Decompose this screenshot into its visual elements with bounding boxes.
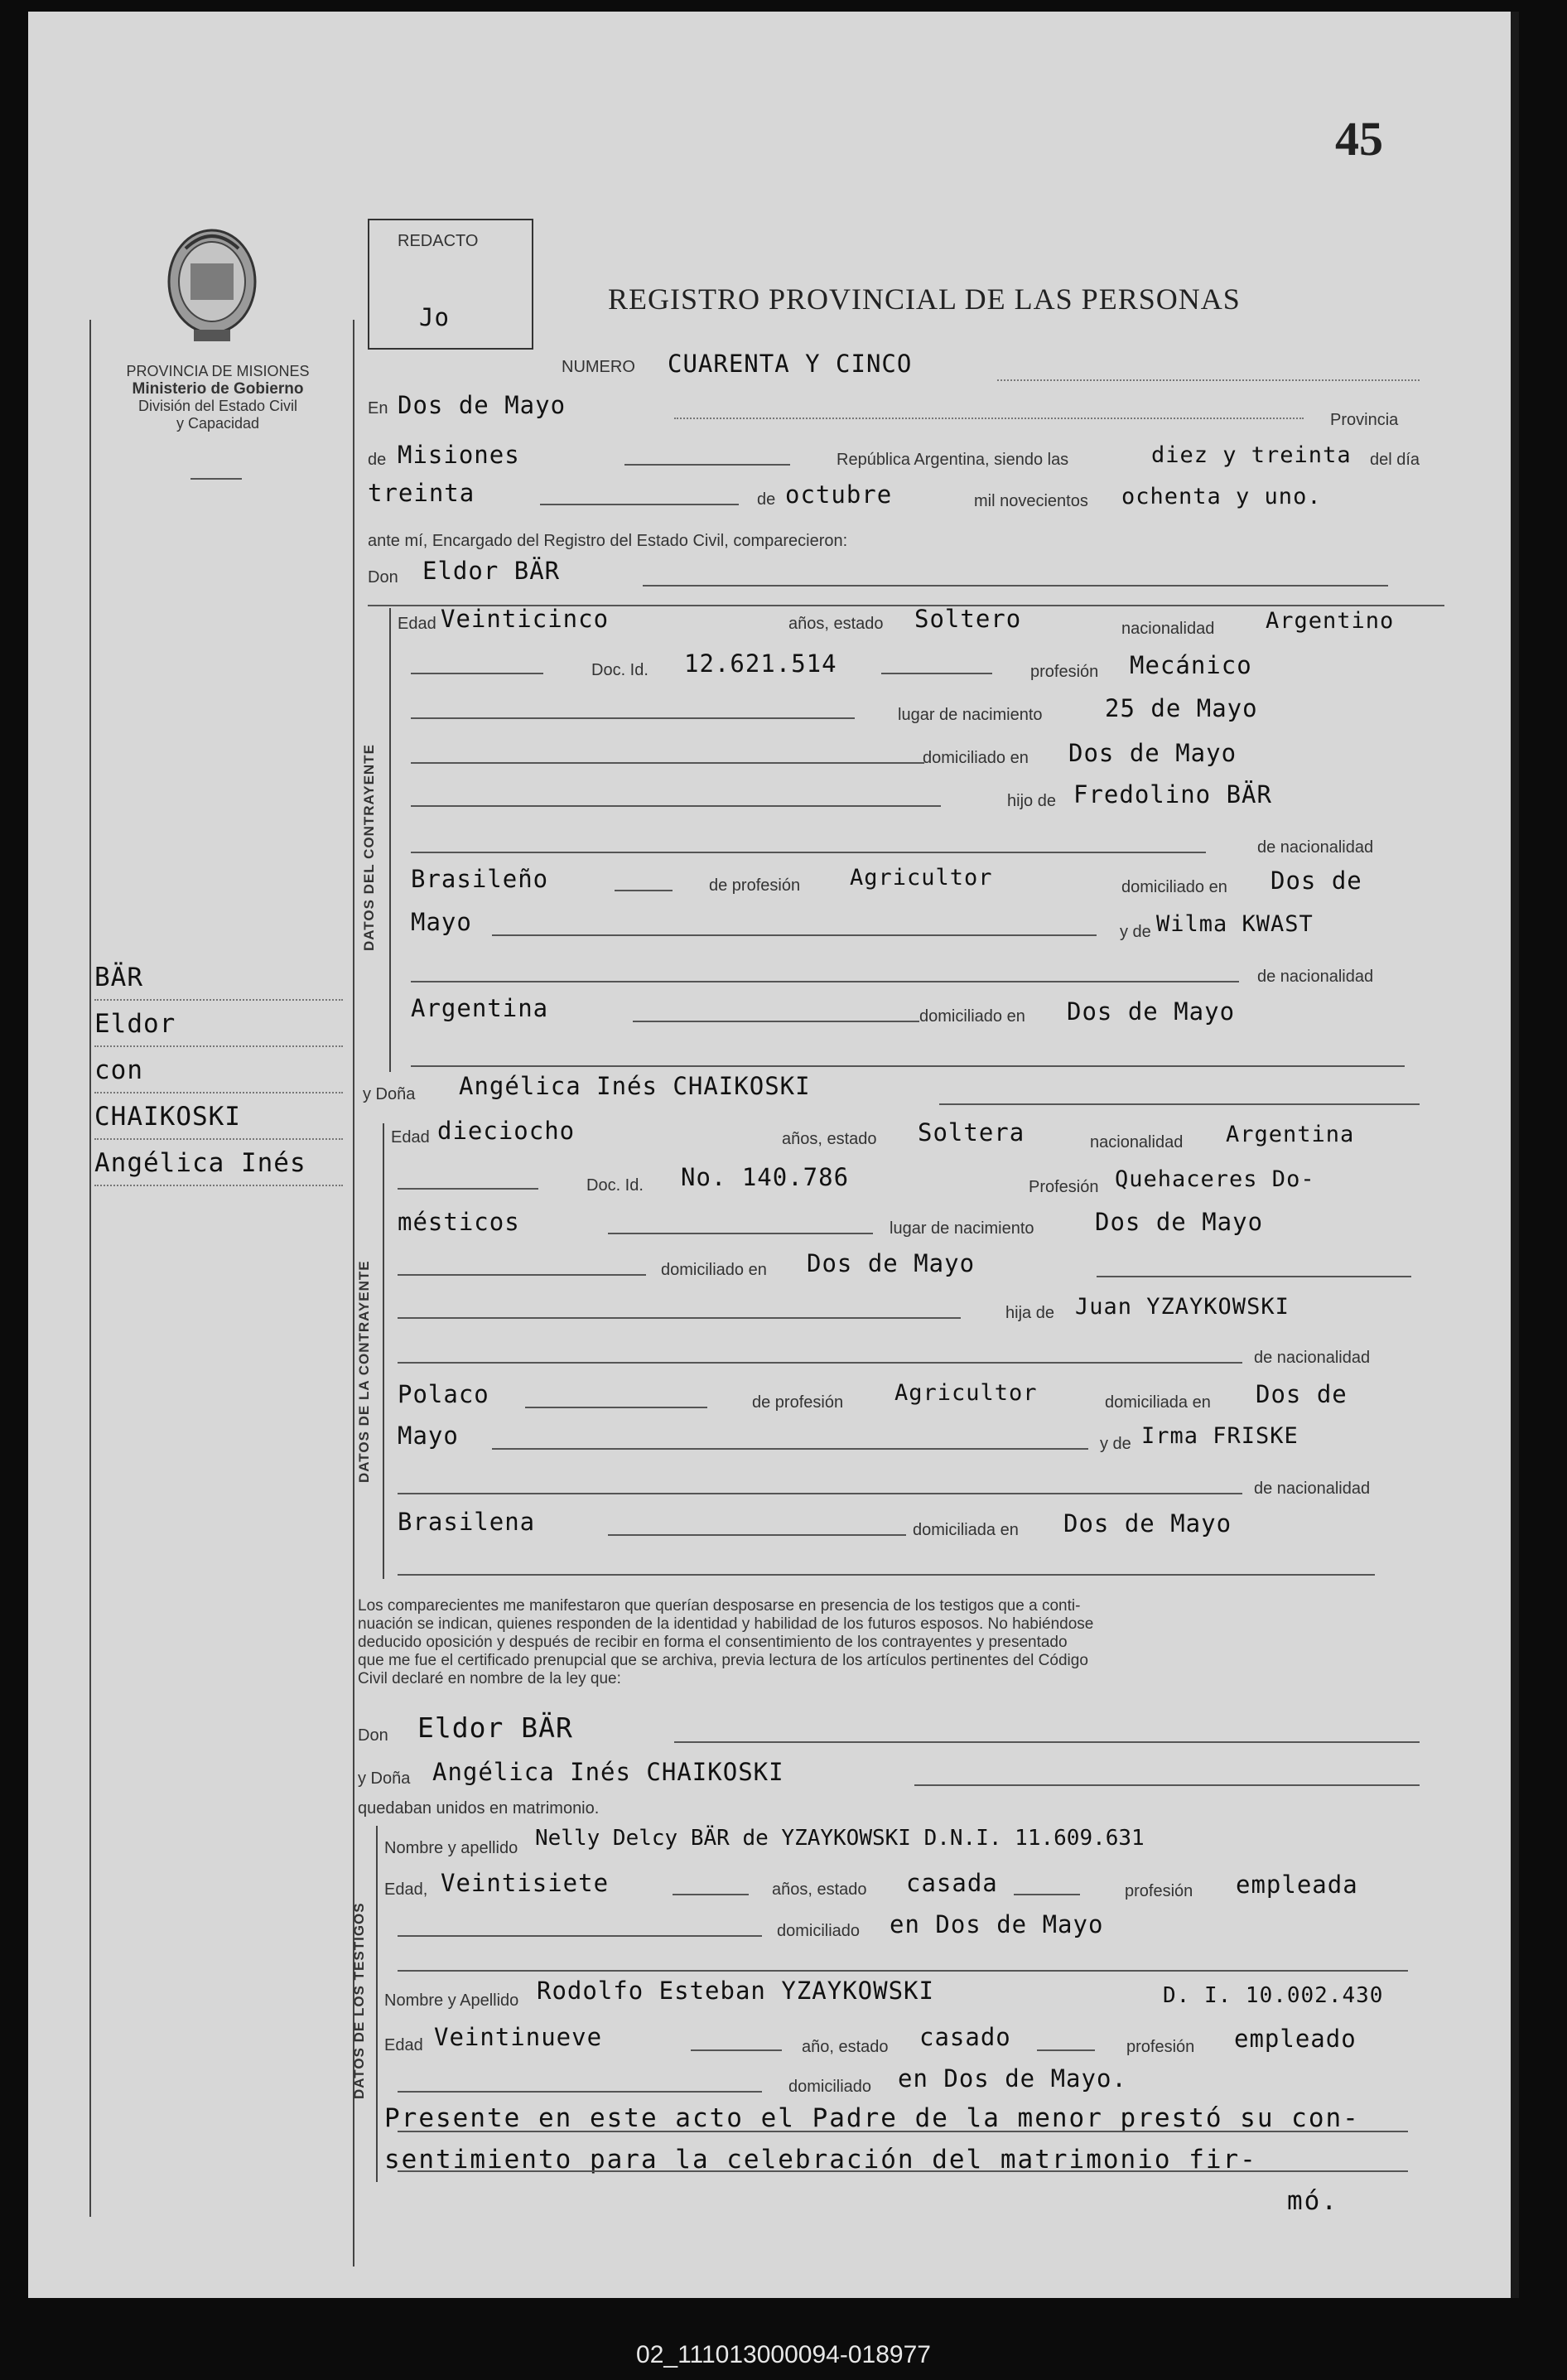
lugar-value: Dos de Mayo xyxy=(1095,1208,1264,1236)
contrayente-bracket xyxy=(389,608,391,1072)
t2-nombre-label: Nombre y Apellido xyxy=(384,1991,519,2010)
edad-label: Edad xyxy=(398,615,436,633)
fill-line xyxy=(398,2170,1408,2172)
del-dia-label: del día xyxy=(1370,451,1420,469)
union-dona-label: y Doña xyxy=(358,1769,411,1788)
t2-nombre-value: Rodolfo Esteban YZAYKOWSKI xyxy=(537,1977,934,2005)
paragraph-line: Civil declaré en nombre de la ley que: xyxy=(358,1670,621,1687)
hija-label: hija de xyxy=(1005,1304,1054,1322)
ante-mi-text: ante mí, Encargado del Registro del Estado Civil, comparecieron: xyxy=(368,532,848,550)
madre-nacionalidad-value: Brasilena xyxy=(398,1508,536,1536)
fill-line xyxy=(398,1970,1408,1972)
profesion-label: Profesión xyxy=(1029,1178,1099,1196)
fill-line xyxy=(1097,1276,1411,1277)
madre-domicilio-value: Dos de Mayo xyxy=(1067,997,1236,1026)
dia-value: treinta xyxy=(368,479,475,507)
fill-line xyxy=(615,890,673,891)
fill-line xyxy=(997,379,1420,381)
union-don-value: Eldor BÄR xyxy=(417,1711,573,1744)
de-value: Misiones xyxy=(398,441,520,469)
edad-value: dieciocho xyxy=(437,1117,576,1145)
fill-line xyxy=(643,585,1388,587)
union-dona-value: Angélica Inés CHAIKOSKI xyxy=(432,1758,784,1786)
nacionalidad-label: nacionalidad xyxy=(1090,1133,1184,1151)
padre-nacionalidad-value: Polaco xyxy=(398,1380,489,1408)
de-nacionalidad-label: de nacionalidad xyxy=(1254,1349,1371,1367)
republica-label: República Argentina, siendo las xyxy=(837,451,1069,469)
t2-domicilio-value: en Dos de Mayo. xyxy=(898,2064,1127,2093)
margin-dot xyxy=(94,1138,343,1140)
padre-domicilio-value-b: Mayo xyxy=(411,908,472,936)
union-don-label: Don xyxy=(358,1726,388,1745)
madre-nacionalidad-value: Argentina xyxy=(411,994,549,1022)
fill-line xyxy=(492,934,1097,936)
nacionalidad-value: Argentina xyxy=(1226,1122,1355,1147)
domicilio-value: Dos de Mayo xyxy=(807,1249,976,1277)
profesion-value-a: Quehaceres Do- xyxy=(1115,1166,1315,1192)
margin-dot xyxy=(94,1185,343,1186)
de-nacionalidad-label-2: de nacionalidad xyxy=(1257,968,1374,986)
estado-value: Soltero xyxy=(914,605,1022,633)
t1-edad-label: Edad, xyxy=(384,1880,428,1899)
hijo-label: hijo de xyxy=(1007,792,1056,810)
fill-line xyxy=(624,464,790,466)
fill-line xyxy=(540,504,739,505)
fill-line xyxy=(398,1274,646,1276)
edad-value: Veinticinco xyxy=(441,605,610,633)
margin-note xyxy=(94,954,359,1186)
t2-profesion-label: profesión xyxy=(1126,2038,1195,2056)
t1-estado-value: casada xyxy=(906,1869,998,1897)
t1-nombre-label: Nombre y apellido xyxy=(384,1839,518,1857)
edad-label: Edad xyxy=(391,1128,430,1147)
padre-profesion-value: Agricultor xyxy=(850,865,993,891)
contrayenta-side-label: DATOS DE LA CONTRAYENTE xyxy=(356,1260,372,1483)
numero-label: NUMERO xyxy=(562,358,635,376)
profesion-value-b: mésticos xyxy=(398,1208,520,1236)
domiciliado-label: domiciliado en xyxy=(661,1261,767,1279)
paragraph-line: Los comparecientes me manifestaron que querían desposarse en presencia de los testigos que a conti- xyxy=(358,1597,1081,1615)
paragraph-line: deducido oposición y después de recibir en forma el consentimiento de los contrayentes y presentado xyxy=(358,1634,1068,1651)
don-label: Don xyxy=(368,568,398,587)
de-label: de xyxy=(368,451,387,469)
doc-label: Doc. Id. xyxy=(591,661,648,679)
redacto-box xyxy=(368,219,533,350)
dona-label: y Doña xyxy=(363,1085,416,1103)
t1-nombre-value: Nelly Delcy BÄR de YZAYKOWSKI D.N.I. 11.609.631 xyxy=(535,1826,1145,1851)
register-page xyxy=(28,12,1519,2298)
coat-of-arms-icon xyxy=(161,224,263,348)
consent-note-line: mó. xyxy=(1287,2186,1338,2216)
mil-label: mil novecientos xyxy=(974,492,1088,510)
fill-line xyxy=(398,2091,762,2093)
header-rule xyxy=(190,478,242,480)
fill-line xyxy=(411,673,543,674)
de-nacionalidad-label-2: de nacionalidad xyxy=(1254,1480,1371,1498)
doc-value: No. 140.786 xyxy=(681,1163,850,1191)
fill-line xyxy=(1014,1894,1080,1895)
fill-line xyxy=(411,762,924,764)
fill-line xyxy=(691,2049,782,2051)
fill-line xyxy=(608,1534,906,1536)
lugar-label: lugar de nacimiento xyxy=(890,1219,1034,1238)
unidos-text: quedaban unidos en matrimonio. xyxy=(358,1799,600,1818)
section-rule xyxy=(411,1065,1405,1067)
fill-line xyxy=(398,2131,1408,2132)
t2-domiciliado-label: domiciliado xyxy=(788,2078,872,2096)
image-id-footer: 02_111013000094-018977 xyxy=(636,2341,931,2368)
doc-value: 12.621.514 xyxy=(684,649,837,678)
paragraph-line: nuación se indican, quienes responden de la identidad y habilidad de los futuros esposos. No habiéndose xyxy=(358,1615,1094,1633)
padre-nacionalidad-value: Brasileño xyxy=(411,865,549,893)
fill-line xyxy=(411,717,855,719)
madre-domicilio-label: domiciliado en xyxy=(919,1007,1025,1026)
madre-value: Irma FRISKE xyxy=(1141,1423,1299,1449)
t1-profesion-label: profesión xyxy=(1125,1882,1193,1900)
provincia-label: Provincia xyxy=(1330,411,1399,429)
margin-dot xyxy=(94,1092,343,1093)
fill-line xyxy=(939,1103,1420,1105)
en-value: Dos de Mayo xyxy=(398,391,567,419)
margin-note-line: CHAIKOSKI xyxy=(94,1102,241,1132)
padre-domicilio-value-b: Mayo xyxy=(398,1422,459,1450)
fill-line xyxy=(525,1407,707,1408)
t1-profesion-value: empleada xyxy=(1236,1871,1358,1899)
fill-line xyxy=(398,1362,1242,1364)
padre-domicilio-label: domiciliada en xyxy=(1105,1393,1211,1412)
fill-line xyxy=(492,1448,1088,1450)
lugar-value: 25 de Mayo xyxy=(1105,694,1258,722)
left-margin-rule xyxy=(89,320,91,2217)
estado-label: años, estado xyxy=(788,615,884,633)
madre-value: Wilma KWAST xyxy=(1156,911,1314,937)
margin-note-line: BÄR xyxy=(94,963,143,992)
fill-line xyxy=(881,673,992,674)
fill-line xyxy=(673,1894,749,1895)
paragraph-line: que me fue el certificado prenupcial que se archiva, previa lectura de los artículos pertinentes del Código xyxy=(358,1652,1088,1669)
padre-domicilio-label: domiciliado en xyxy=(1121,878,1227,896)
de-profesion-label: de profesión xyxy=(709,876,801,895)
numero-value: CUARENTA Y CINCO xyxy=(668,350,913,378)
en-label: En xyxy=(368,399,388,418)
fill-line xyxy=(398,1317,961,1319)
t2-estado-value: casado xyxy=(919,2023,1011,2051)
y-de-label: y de xyxy=(1100,1435,1131,1453)
margin-dot xyxy=(94,999,343,1001)
t1-edad-value: Veintisiete xyxy=(441,1869,610,1897)
t2-doc-value: D. I. 10.002.430 xyxy=(1163,1983,1384,2008)
t2-edad-value: Veintinueve xyxy=(434,2023,603,2051)
de-profesion-label: de profesión xyxy=(752,1393,844,1412)
t1-domicilio-value: en Dos de Mayo xyxy=(890,1910,1104,1938)
redacto-label: REDACTO xyxy=(398,232,479,250)
estado-value: Soltera xyxy=(918,1118,1025,1147)
fill-line xyxy=(674,1741,1420,1743)
fill-line xyxy=(633,1021,919,1022)
lugar-label: lugar de nacimiento xyxy=(898,706,1043,724)
de-nacionalidad-label: de nacionalidad xyxy=(1257,838,1374,857)
mes-label: de xyxy=(757,490,776,509)
fill-line xyxy=(1037,2049,1095,2051)
contrayenta-bracket xyxy=(383,1123,384,1579)
mes-value: octubre xyxy=(785,480,893,509)
fill-line xyxy=(398,1935,762,1937)
nacionalidad-value: Argentino xyxy=(1266,608,1395,634)
nacionalidad-label: nacionalidad xyxy=(1121,620,1215,638)
estado-label: años, estado xyxy=(782,1130,877,1148)
t1-domiciliado-label: domiciliado xyxy=(777,1922,861,1940)
madre-domicilio-value: Dos de Mayo xyxy=(1063,1509,1232,1538)
redacto-value: Jo xyxy=(419,303,450,331)
margin-note-line: Eldor xyxy=(94,1009,176,1039)
profesion-label: profesión xyxy=(1030,663,1099,681)
t2-anio-label: año, estado xyxy=(802,2038,889,2056)
division-capacity: y Capacidad xyxy=(176,415,260,432)
padre-domicilio-value-a: Dos de xyxy=(1270,867,1362,895)
domiciliado-label: domiciliado en xyxy=(923,749,1029,767)
consent-note-line: sentimiento para la celebración del matrimonio fir- xyxy=(384,2145,1257,2175)
fill-line xyxy=(411,981,1239,982)
document-title: REGISTRO PROVINCIAL DE LAS PERSONAS xyxy=(608,282,1241,316)
madre-domicilio-label: domiciliada en xyxy=(913,1521,1019,1539)
padre-profesion-value: Agricultor xyxy=(894,1380,1038,1406)
province-name: PROVINCIA DE MISIONES xyxy=(126,363,310,379)
t1-anios-label: años, estado xyxy=(772,1880,867,1899)
fill-line xyxy=(608,1233,873,1234)
anio-value: ochenta y uno. xyxy=(1121,484,1322,509)
contrayente-side-label: DATOS DEL CONTRAYENTE xyxy=(361,744,377,951)
y-de-label: y de xyxy=(1120,923,1151,941)
t2-profesion-value: empleado xyxy=(1234,2025,1357,2053)
t2-edad-label: Edad xyxy=(384,2036,423,2054)
province-header xyxy=(114,363,321,432)
margin-dot xyxy=(94,1045,343,1047)
testigos-side-label: DATOS DE LOS TESTIGOS xyxy=(351,1902,367,2099)
fill-line xyxy=(914,1784,1420,1786)
hora-value: diez y treinta xyxy=(1151,442,1352,468)
section-rule xyxy=(398,1574,1375,1576)
ministry-name: Ministerio de Gobierno xyxy=(132,380,304,398)
padre-domicilio-value-a: Dos de xyxy=(1256,1380,1348,1408)
doc-label: Doc. Id. xyxy=(586,1176,644,1195)
don-value: Eldor BÄR xyxy=(422,557,561,585)
domicilio-value: Dos de Mayo xyxy=(1068,739,1237,767)
fill-line xyxy=(674,418,1304,419)
dona-value: Angélica Inés CHAIKOSKI xyxy=(459,1072,811,1100)
testigos-bracket xyxy=(376,1826,378,2182)
margin-note-line: con xyxy=(94,1055,143,1085)
profesion-value: Mecánico xyxy=(1130,651,1252,679)
division-name: División del Estado Civil xyxy=(137,398,298,414)
page-number: 45 xyxy=(1335,112,1383,166)
padre-value: Fredolino BÄR xyxy=(1073,780,1272,809)
consent-note xyxy=(384,2098,1360,2222)
fill-line xyxy=(398,1188,538,1190)
fill-line xyxy=(411,805,941,807)
fill-line xyxy=(398,1493,1242,1494)
padre-value: Juan YZAYKOWSKI xyxy=(1075,1294,1290,1320)
margin-note-line: Angélica Inés xyxy=(94,1148,306,1178)
consent-note-line: Presente en este acto el Padre de la menor prestó su con- xyxy=(384,2103,1360,2133)
legal-paragraph xyxy=(358,1597,1093,1688)
fill-line xyxy=(411,852,1206,853)
